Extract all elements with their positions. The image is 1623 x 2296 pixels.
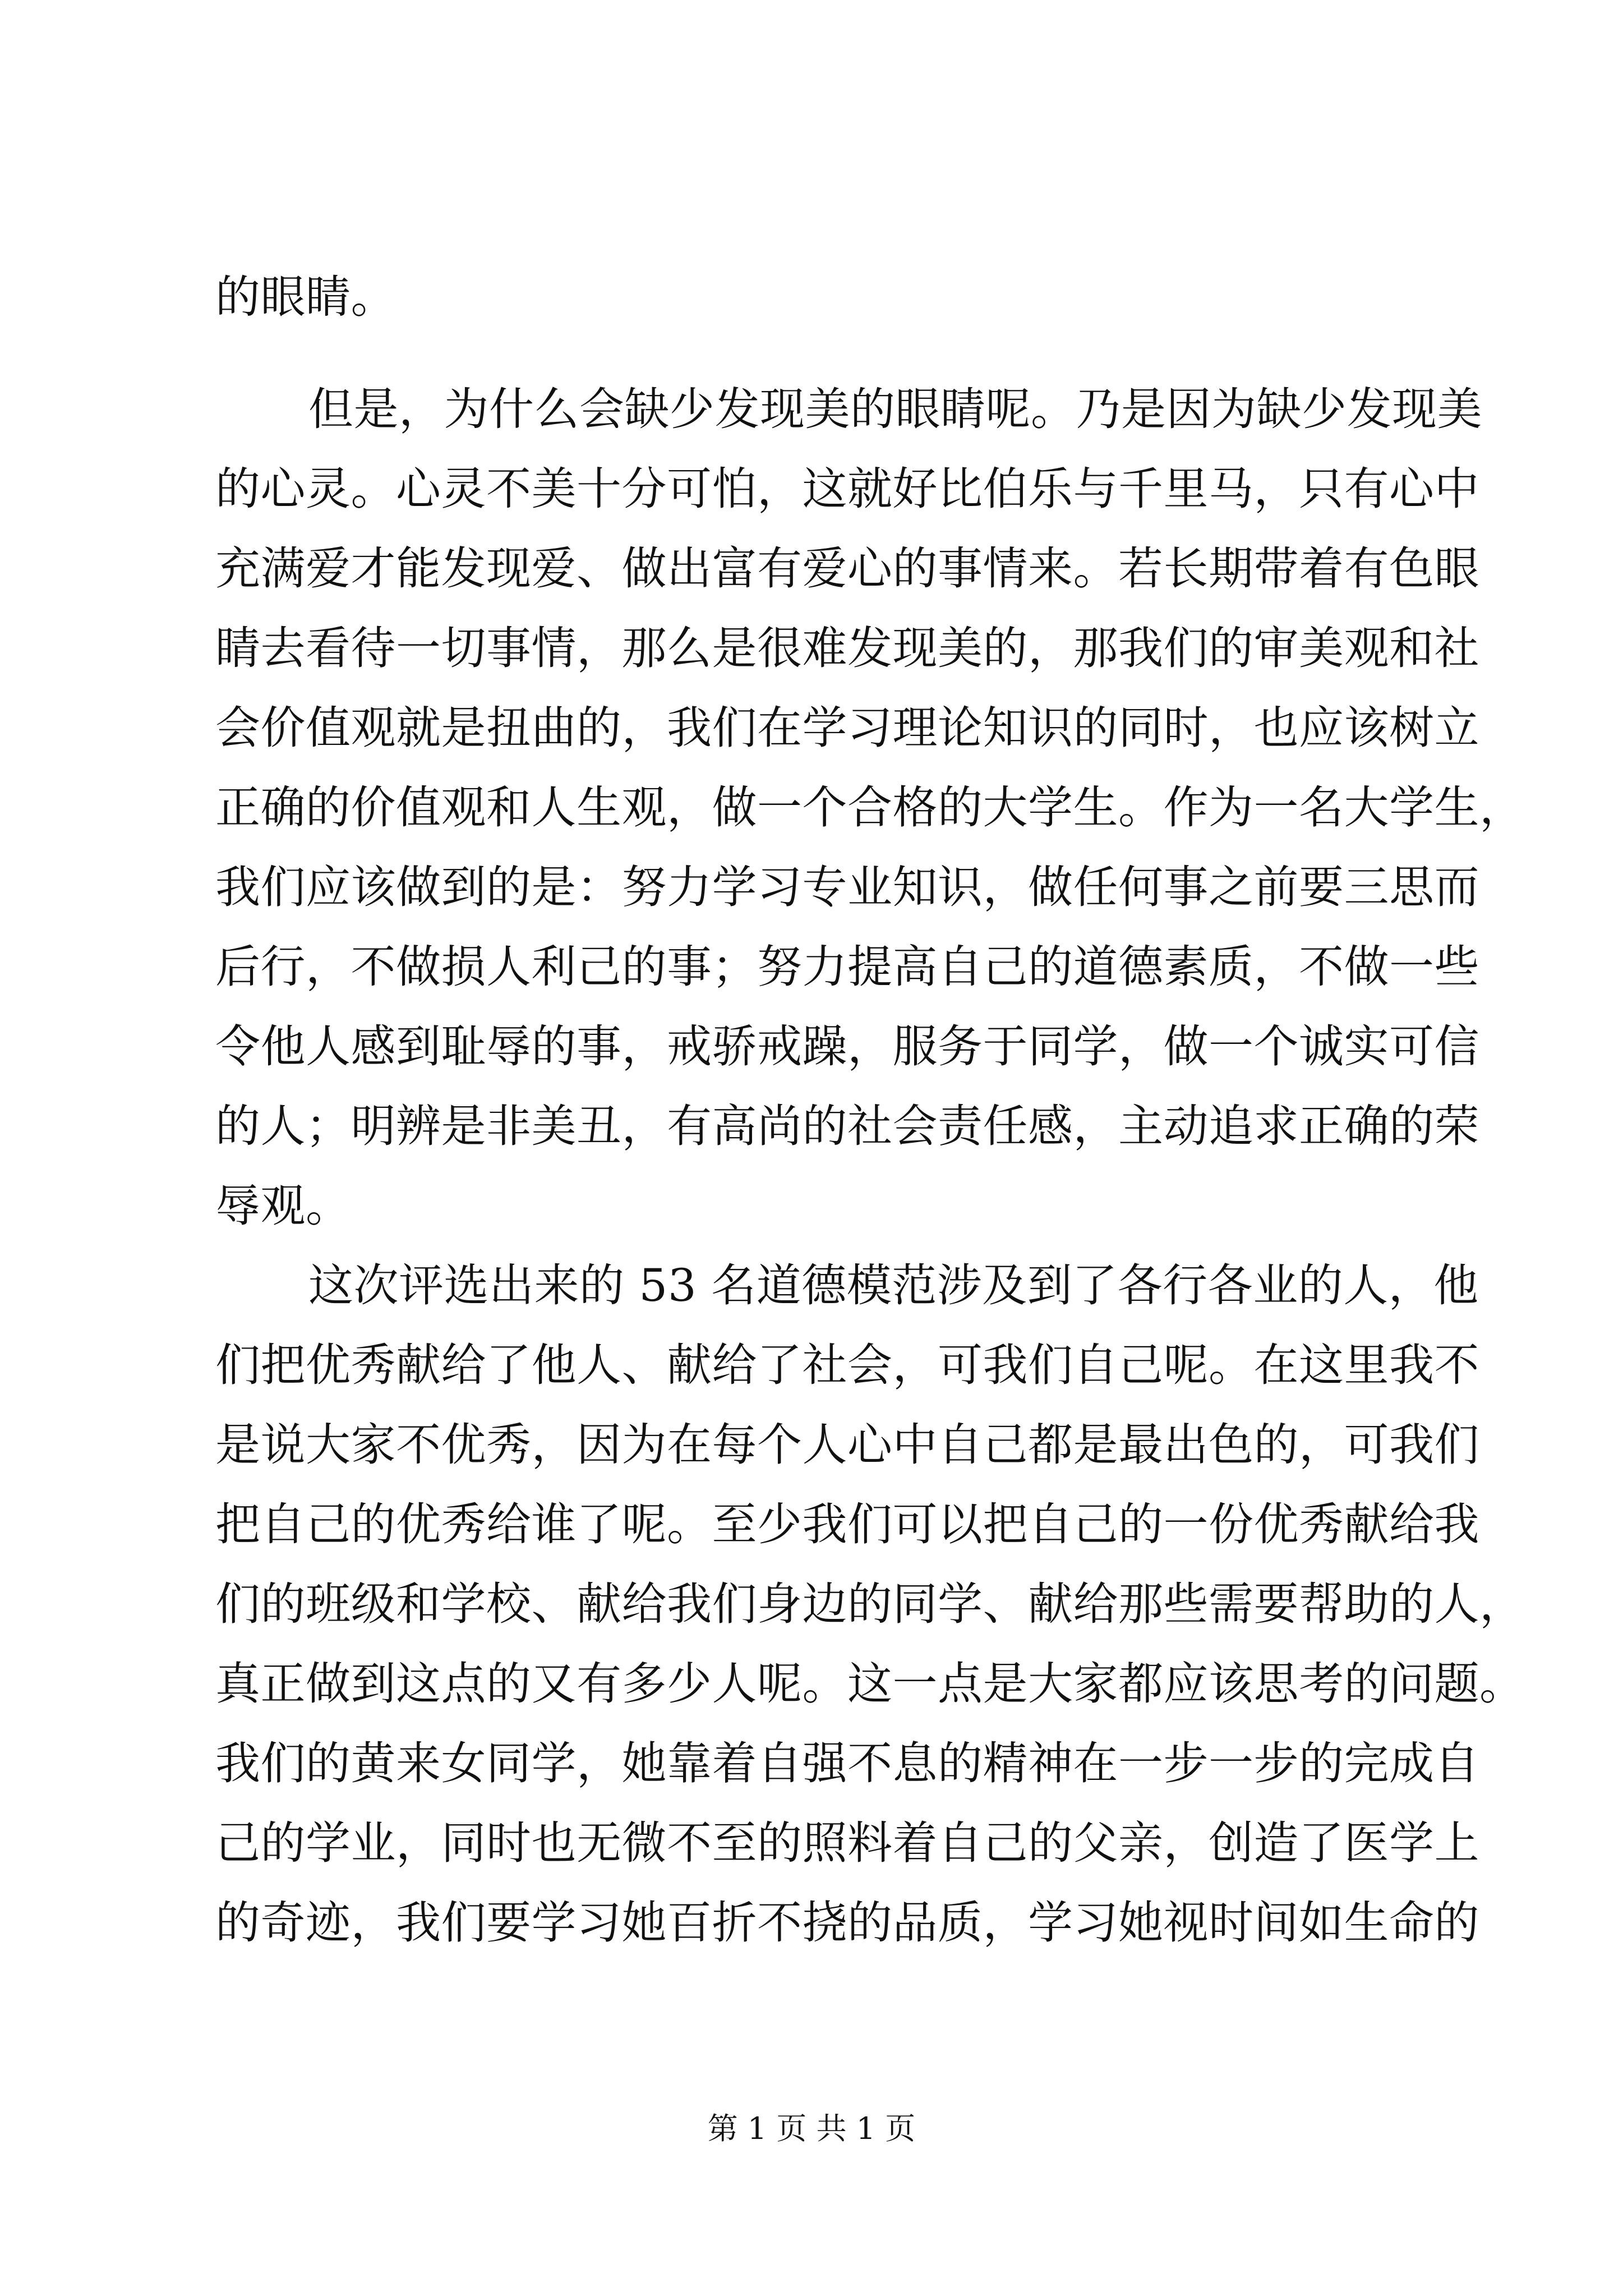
paragraph-first-line: 这次评选出来的 53 名道德模范涉及到了各行各业的人，他 (308, 1259, 1479, 1312)
text-line: 令他人感到耻辱的事，戒骄戒躁，服务于同学，做一个诚实可信 (215, 1020, 1479, 1073)
text-line: 的心灵。心灵不美十分可怕，这就好比伯乐与千里马，只有心中 (215, 463, 1479, 515)
text-line: 充满爱才能发现爱、做出富有爱心的事情来。若长期带着有色眼 (215, 542, 1479, 595)
text-line: 是说大家不优秀，因为在每个人心中自己都是最出色的，可我们 (215, 1419, 1479, 1471)
page-number-footer: 第 1 页 共 1 页 (707, 2111, 916, 2146)
text-line: 会价值观就是扭曲的，我们在学习理论知识的同时，也应该树立 (215, 702, 1479, 754)
text-line: 我们的黄来女同学，她靠着自强不息的精神在一步一步的完成自 (215, 1737, 1479, 1789)
text-line: 辱观。 (215, 1180, 351, 1232)
text-line: 们的班级和学校、献给我们身边的同学、献给那些需要帮助的人， (215, 1578, 1525, 1630)
text-line: 睛去看待一切事情，那么是很难发现美的，那我们的审美观和社 (215, 622, 1479, 674)
text-line: 的奇迹，我们要学习她百折不挠的品质，学习她视时间如生命的 (215, 1897, 1479, 1949)
text-line: 己的学业，同时也无微不至的照料着自己的父亲，创造了医学上 (215, 1817, 1479, 1869)
text-line: 的眼睛。 (215, 271, 396, 323)
text-line: 把自己的优秀给谁了呢。至少我们可以把自己的一份优秀献给我 (215, 1498, 1479, 1550)
text-line: 的人；明辨是非美丑，有高尚的社会责任感，主动追求正确的荣 (215, 1100, 1479, 1152)
text-line: 正确的价值观和人生观，做一个合格的大学生。作为一名大学生， (215, 781, 1525, 834)
paragraph-first-line: 但是，为什么会缺少发现美的眼睛呢。乃是因为缺少发现美 (308, 383, 1482, 435)
text-line: 我们应该做到的是：努力学习专业知识，做任何事之前要三思而 (215, 861, 1479, 913)
text-line: 后行，不做损人利己的事；努力提高自己的道德素质，不做一些 (215, 941, 1479, 993)
text-line: 真正做到这点的又有多少人呢。这一点是大家都应该思考的问题。 (215, 1658, 1525, 1710)
text-line: 们把优秀献给了他人、献给了社会，可我们自己呢。在这里我不 (215, 1339, 1479, 1391)
